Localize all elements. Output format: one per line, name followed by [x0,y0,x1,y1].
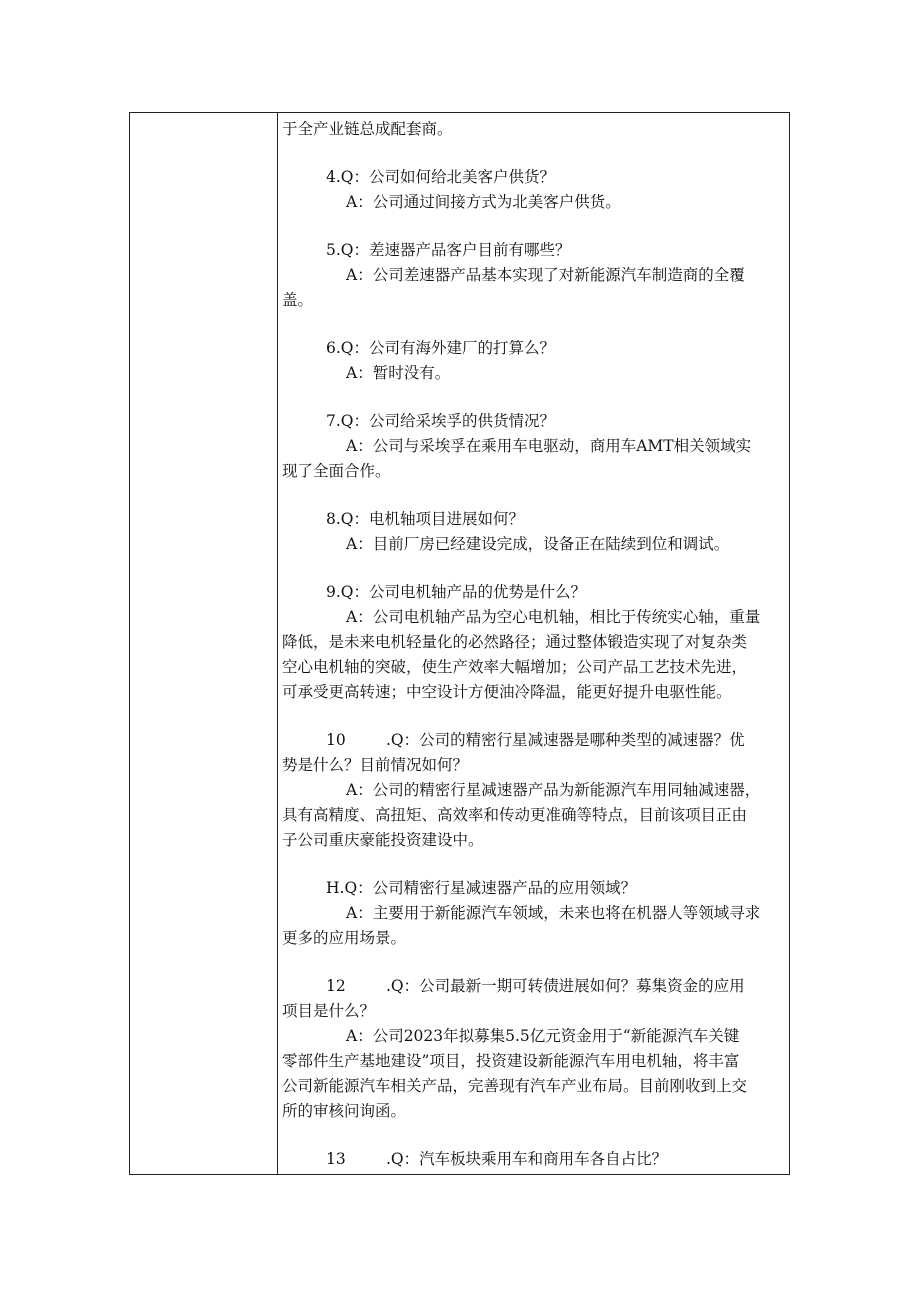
question-text: 汽车板块乘用车和商用车各自占比？ [419,1150,668,1168]
question-marker: .Q： [386,977,420,995]
question-marker: .Q： [386,1150,420,1168]
answer-continuation: 零部件生产基地建设”项目，投资建设新能源汽车用电机轴，将丰富 [282,1052,740,1070]
qa-item [282,580,785,705]
question-marker: .Q： [335,168,370,186]
question-number: 8 [326,510,336,528]
answer-line: A：公司差速器产品基本实现了对新能源汽车制造商的全覆 [346,266,745,284]
qa-spacer [282,557,785,580]
answer-continuation: 所的审核问询函。 [282,1102,407,1120]
answer-line: A：公司电机轴产品为空心电机轴，相比于传统实心轴，重量 [346,608,761,626]
question-text: 公司有海外建厂的打算么？ [369,339,556,357]
answer-line: A：目前厂房已经建设完成，设备正在陆续到位和调试。 [346,535,730,553]
qa-spacer [282,853,785,876]
question-marker: .Q： [386,731,420,749]
answer-continuation: 可承受更高转速；中空设计方便油冷降温，能更好提升电驱性能。 [282,683,732,701]
question-number: 7 [326,412,336,430]
question-line [282,165,785,190]
answer-continuation: 现了全面合作。 [282,462,391,480]
question-marker: .Q： [335,510,370,528]
question-number: 9 [326,583,336,601]
answer-continuation: 子公司重庆豪能投资建设中。 [282,831,484,849]
intro-line: 于全产业链总成配套商。 [282,120,453,138]
qa-item [282,336,785,386]
qa-spacer [282,142,785,165]
question-continuation: 势是什么？目前情况如何？ [282,756,469,774]
question-line [282,876,785,901]
question-line [282,507,785,532]
qa-spacer [282,1124,785,1147]
question-text: 公司精密行星减速器产品的应用领域？ [372,879,637,897]
question-marker: .Q： [335,412,370,430]
question-text: 差速器产品客户目前有哪些？ [369,241,571,259]
answer-line: A：暂时没有。 [346,364,451,382]
question-text: 公司最新一期可转债进展如何？募集资金的应用 [419,977,745,995]
question-marker: .Q： [335,583,370,601]
question-text: 公司给采埃孚的供货情况？ [369,412,556,430]
question-marker: .Q： [335,339,370,357]
question-number: 12 [326,977,346,995]
content-table [129,112,790,1175]
answer-line: A：公司的精密行星减速器产品为新能源汽车用同轴减速器， [346,781,761,799]
qa-item [282,165,785,215]
qa-spacer [282,951,785,974]
question-number: 6 [326,339,336,357]
qa-item [282,1147,785,1172]
answer-continuation: 公司新能源汽车相关产品，完善现有汽车产业布局。目前刚收到上交 [282,1077,748,1095]
answer-line: A：公司通过间接方式为北美客户供货。 [346,193,621,211]
question-continuation: 项目是什么？ [282,1002,376,1020]
answer-continuation: 降低，是未来电机轻量化的必然路径；通过整体锻造实现了对复杂类 [282,633,748,651]
question-line [282,238,785,263]
table-right-cell [278,113,789,1174]
answer-line: A：主要用于新能源汽车领域，未来也将在机器人等领域寻求 [346,904,761,922]
qa-item [282,974,785,1124]
qa-spacer [282,386,785,409]
qa-spacer [282,313,785,336]
question-number: H [326,879,340,897]
question-line [282,1147,785,1172]
answer-continuation: 更多的应用场景。 [282,929,407,947]
question-number: 5 [326,241,336,259]
answer-continuation: 具有高精度、高扭矩、高效率和传动更准确等特点，目前该项目正由 [282,806,748,824]
question-number: 10 [326,731,346,749]
question-text: 公司如何给北美客户供货？ [369,168,556,186]
qa-item [282,409,785,484]
qa-item [282,876,785,951]
qa-item [282,238,785,313]
qa-item [282,507,785,557]
question-number: 4 [326,168,336,186]
qa-item [282,728,785,853]
answer-line: A：公司2023年拟募集5.5亿元资金用于“新能源汽车关键 [346,1027,740,1045]
question-line [282,580,785,605]
question-text: 公司的精密行星减速器是哪种类型的减速器？优 [419,731,745,749]
qa-spacer [282,215,785,238]
answer-continuation: 盖。 [282,291,314,309]
question-line [282,336,785,361]
question-line [282,974,785,999]
qa-spacer [282,705,785,728]
question-text: 公司电机轴产品的优势是什么？ [369,583,587,601]
question-marker: .Q： [339,879,373,897]
answer-line: A：公司与采埃孚在乘用车电驱动，商用车AMT相关领域实 [346,437,752,455]
qa-spacer [282,484,785,507]
answer-continuation: 空心电机轴的突破，使生产效率大幅增加；公司产品工艺技术先进， [282,658,748,676]
question-number: 13 [326,1150,346,1168]
table-left-cell [130,113,278,1174]
question-line [282,728,785,753]
question-text: 电机轴项目进展如何？ [369,510,525,528]
question-marker: .Q： [335,241,370,259]
question-line [282,409,785,434]
